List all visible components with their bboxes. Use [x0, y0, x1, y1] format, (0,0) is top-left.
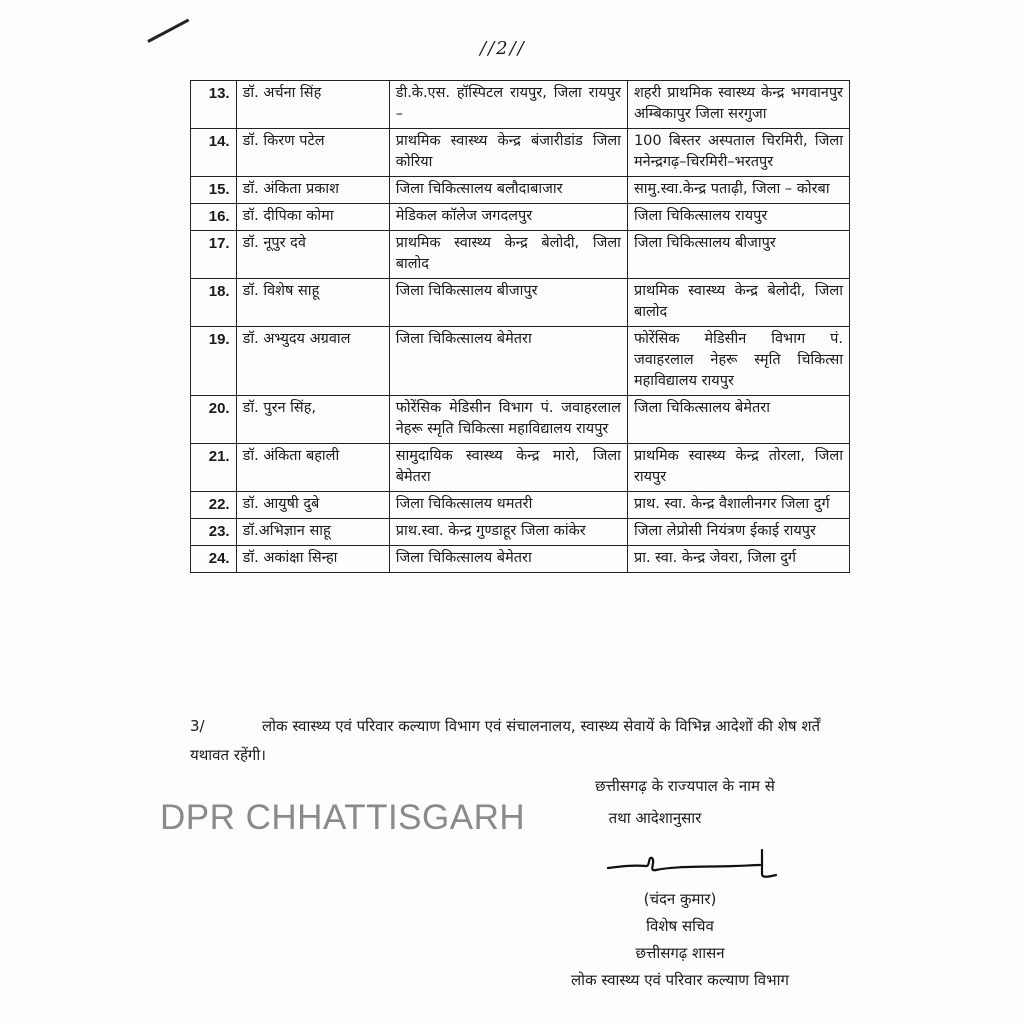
table-row — [191, 327, 850, 396]
doctor-name: डॉ. अंकिता बहाली — [236, 444, 389, 492]
row-number: 14. — [191, 129, 237, 177]
new-posting: प्राथमिक स्वास्थ्य केन्द्र बेलोदी, जिला बालोद — [627, 279, 849, 327]
new-posting: जिला लेप्रोसी नियंत्रण ईकाई रायपुर — [627, 519, 849, 546]
row-number: 18. — [191, 279, 237, 327]
current-posting: जिला चिकित्सालय बीजापुर — [389, 279, 627, 327]
row-number: 21. — [191, 444, 237, 492]
current-posting: प्राथ.स्वा. केन्द्र गुण्डाहूर जिला कांकेर — [389, 519, 627, 546]
table-row — [191, 396, 850, 444]
doctor-name: डॉ.अभिज्ञान साहू — [236, 519, 389, 546]
doctor-name: डॉ. अकांक्षा सिन्हा — [236, 546, 389, 573]
table-row — [191, 444, 850, 492]
new-posting: प्राथमिक स्वास्थ्य केन्द्र तोरला, जिला रायपुर — [627, 444, 849, 492]
new-posting: जिला चिकित्सालय बीजापुर — [627, 231, 849, 279]
current-posting: फोरेंसिक मेडिसीन विभाग पं. जवाहरलाल नेहरू स्मृति चिकित्सा महाविद्यालय रायपुर — [389, 396, 627, 444]
table-row — [191, 129, 850, 177]
new-posting: जिला चिकित्सालय बेमेतरा — [627, 396, 849, 444]
table-row — [191, 177, 850, 204]
clause-3 — [190, 712, 850, 770]
doctor-name: डॉ. दीपिका कोमा — [236, 204, 389, 231]
new-posting: प्रा. स्वा. केन्द्र जेवरा, जिला दुर्ग — [627, 546, 849, 573]
table-row — [191, 231, 850, 279]
current-posting: मेडिकल कॉलेज जगदलपुर — [389, 204, 627, 231]
new-posting: सामु.स्वा.केन्द्र पताढ़ी, जिला – कोरबा — [627, 177, 849, 204]
table-row — [191, 519, 850, 546]
doctor-name: डॉ. नूपुर दवे — [236, 231, 389, 279]
row-number: 15. — [191, 177, 237, 204]
signature-block — [470, 886, 890, 994]
row-number: 13. — [191, 81, 237, 129]
new-posting: शहरी प्राथमिक स्वास्थ्य केन्द्र भगवानपुर अम्बिकापुर जिला सरगुजा — [627, 81, 849, 129]
clause-number: 3/ — [190, 717, 205, 735]
current-posting: डी.के.एस. हॉस्पिटल रायपुर, जिला रायपुर – — [389, 81, 627, 129]
doctor-name: डॉ. आयुषी दुबे — [236, 492, 389, 519]
handwritten-signature — [604, 846, 784, 886]
row-number: 20. — [191, 396, 237, 444]
row-number: 19. — [191, 327, 237, 396]
current-posting: जिला चिकित्सालय बलौदाबाजार — [389, 177, 627, 204]
signatory-designation: विशेष सचिव — [646, 917, 714, 935]
table-row — [191, 81, 850, 129]
table-row — [191, 546, 850, 573]
doctor-name: डॉ. विशेष साहू — [236, 279, 389, 327]
row-number: 16. — [191, 204, 237, 231]
table-row — [191, 492, 850, 519]
doctor-name: डॉ. अर्चना सिंह — [236, 81, 389, 129]
signatory-name: (चंदन कुमार) — [643, 890, 717, 908]
table-row — [191, 279, 850, 327]
order-authority-line2: तथा आदेशानुसार — [608, 809, 702, 827]
row-number: 24. — [191, 546, 237, 573]
current-posting: प्राथमिक स्वास्थ्य केन्द्र बंजारीडांड जिला कोरिया — [389, 129, 627, 177]
row-number: 23. — [191, 519, 237, 546]
new-posting: 100 बिस्तर अस्पताल चिरमिरी, जिला मनेन्द्रगढ़–चिरमिरी–भरतपुर — [627, 129, 849, 177]
current-posting: सामुदायिक स्वास्थ्य केन्द्र मारो, जिला बेमेतरा — [389, 444, 627, 492]
transfer-table — [190, 80, 850, 573]
new-posting: फोरेंसिक मेडिसीन विभाग पं. जवाहरलाल नेहरू स्मृति चिकित्सा महाविद्यालय रायपुर — [627, 327, 849, 396]
signatory-department: लोक स्वास्थ्य एवं परिवार कल्याण विभाग — [571, 971, 789, 989]
signatory-government: छत्तीसगढ़ शासन — [635, 944, 725, 962]
current-posting: जिला चिकित्सालय धमतरी — [389, 492, 627, 519]
doctor-name: डॉ. किरण पटेल — [236, 129, 389, 177]
row-number: 17. — [191, 231, 237, 279]
watermark: DPR CHHATTISGARH — [160, 798, 526, 837]
doctor-name: डॉ. अंकिता प्रकाश — [236, 177, 389, 204]
new-posting: जिला चिकित्सालय रायपुर — [627, 204, 849, 231]
table-row — [191, 204, 850, 231]
transfer-table-body — [191, 81, 850, 573]
current-posting: प्राथमिक स्वास्थ्य केन्द्र बेलोदी, जिला बालोद — [389, 231, 627, 279]
clause-text: लोक स्वास्थ्य एवं परिवार कल्याण विभाग एवं संचालनालय, स्वास्थ्य सेवायें के विभिन्न आदेशों की शेष शर्तें यथावत रहेंगी। — [190, 717, 821, 764]
pen-mark — [147, 19, 189, 43]
current-posting: जिला चिकित्सालय बेमेतरा — [389, 327, 627, 396]
current-posting: जिला चिकित्सालय बेमेतरा — [389, 546, 627, 573]
order-authority-line1: छत्तीसगढ़ के राज्यपाल के नाम से — [595, 777, 775, 795]
doctor-name: डॉ. अभ्युदय अग्रवाल — [236, 327, 389, 396]
row-number: 22. — [191, 492, 237, 519]
page-number: //2// — [480, 38, 526, 59]
doctor-name: डॉ. पुरन सिंह, — [236, 396, 389, 444]
new-posting: प्राथ. स्वा. केन्द्र वैशालीनगर जिला दुर्ग — [627, 492, 849, 519]
